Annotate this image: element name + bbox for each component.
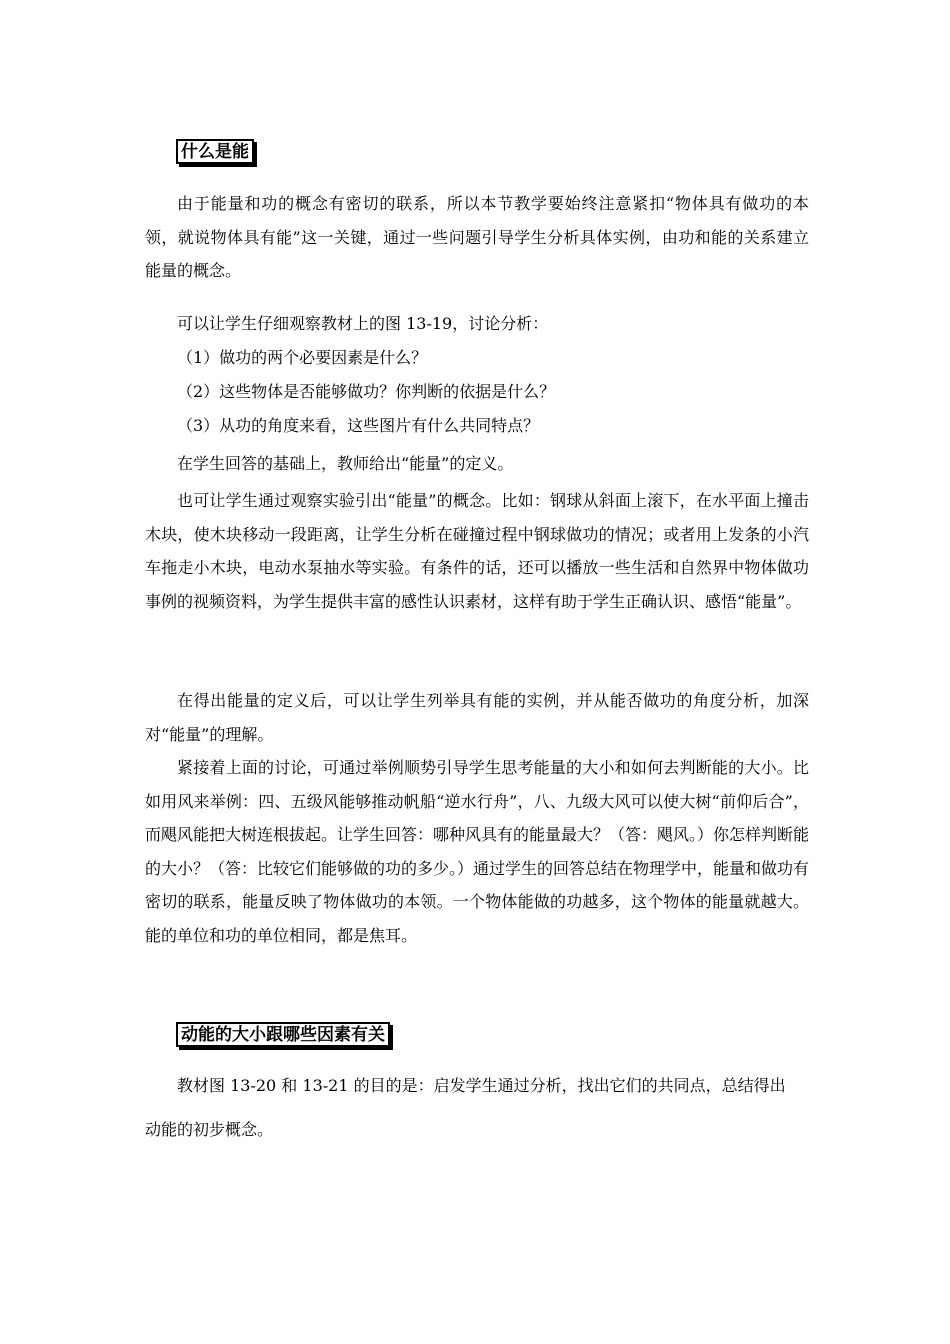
section-heading-what-is-energy: 什么是能 <box>176 139 254 164</box>
paragraph-experiment-concept: 也可让学生通过观察实验引出“能量”的概念。比如：钢球从斜面上滚下，在水平面上撞击木块，使木块移动一段距离，让学生分析在碰撞过程中钢球做功的情况；或者用上发条的小汽车拖走小木块，电动水泵抽水等实验。有条件的话，还可以播放一些生活和自然界中物体做功事例的视频资料，为学生提供丰富的感性认识素材，这样有助于学生正确认识、感悟“能量”。 <box>145 491 809 611</box>
paragraph-energy-work-relation: 由于能量和功的概念有密切的联系，所以本节教学要始终注意紧扣“物体具有做功的本领，就说物体具有能”这一关键，通过一些问题引导学生分析具体实例，由功和能的关系建立能量的概念。 <box>145 194 809 280</box>
paragraph-list-examples: 在得出能量的定义后，可以让学生列举具有能的实例，并从能否做功的角度分析，加深对“能量”的理解。 <box>145 691 809 744</box>
question-item-3: （3）从功的角度来看，这些图片有什么共同特点？ <box>177 416 540 435</box>
paragraph-teacher-definition: 在学生回答的基础上，教师给出“能量”的定义。 <box>177 454 514 473</box>
paragraph-figures-purpose-line1: 教材图 13-20 和 13-21 的目的是：启发学生通过分析，找出它们的共同点，总结得出 <box>177 1076 786 1095</box>
paragraph-observe-figure: 可以让学生仔细观察教材上的图 13-19，讨论分析： <box>177 314 549 333</box>
section-heading-kinetic-energy-factors: 动能的大小跟哪些因素有关 <box>176 1022 390 1047</box>
question-item-2: （2）这些物体是否能够做功？你判断的依据是什么？ <box>177 382 556 401</box>
question-item-1: （1）做功的两个必要因素是什么？ <box>177 348 428 367</box>
paragraph-wind-example: 紧接着上面的讨论，可通过举例顺势引导学生思考能量的大小和如何去判断能的大小。比如用风来举例：四、五级风能够推动帆船“逆水行舟”，八、九级大风可以使大树“前仰后合”，而飓风能把大树连根拔起。让学生回答：哪种风具有的能量最大？（答：飓风。）你怎样判断能的大小？（答：比较它们能够做的功的多少。）通过学生的回答总结在物理学中，能量和做功有密切的联系，能量反映了物体做功的本领。一个物体能做的功越多，这个物体的能量就越大。能的单位和功的单位相同，都是焦耳。 <box>145 758 810 945</box>
paragraph-figures-purpose-line2: 动能的初步概念。 <box>145 1120 274 1139</box>
